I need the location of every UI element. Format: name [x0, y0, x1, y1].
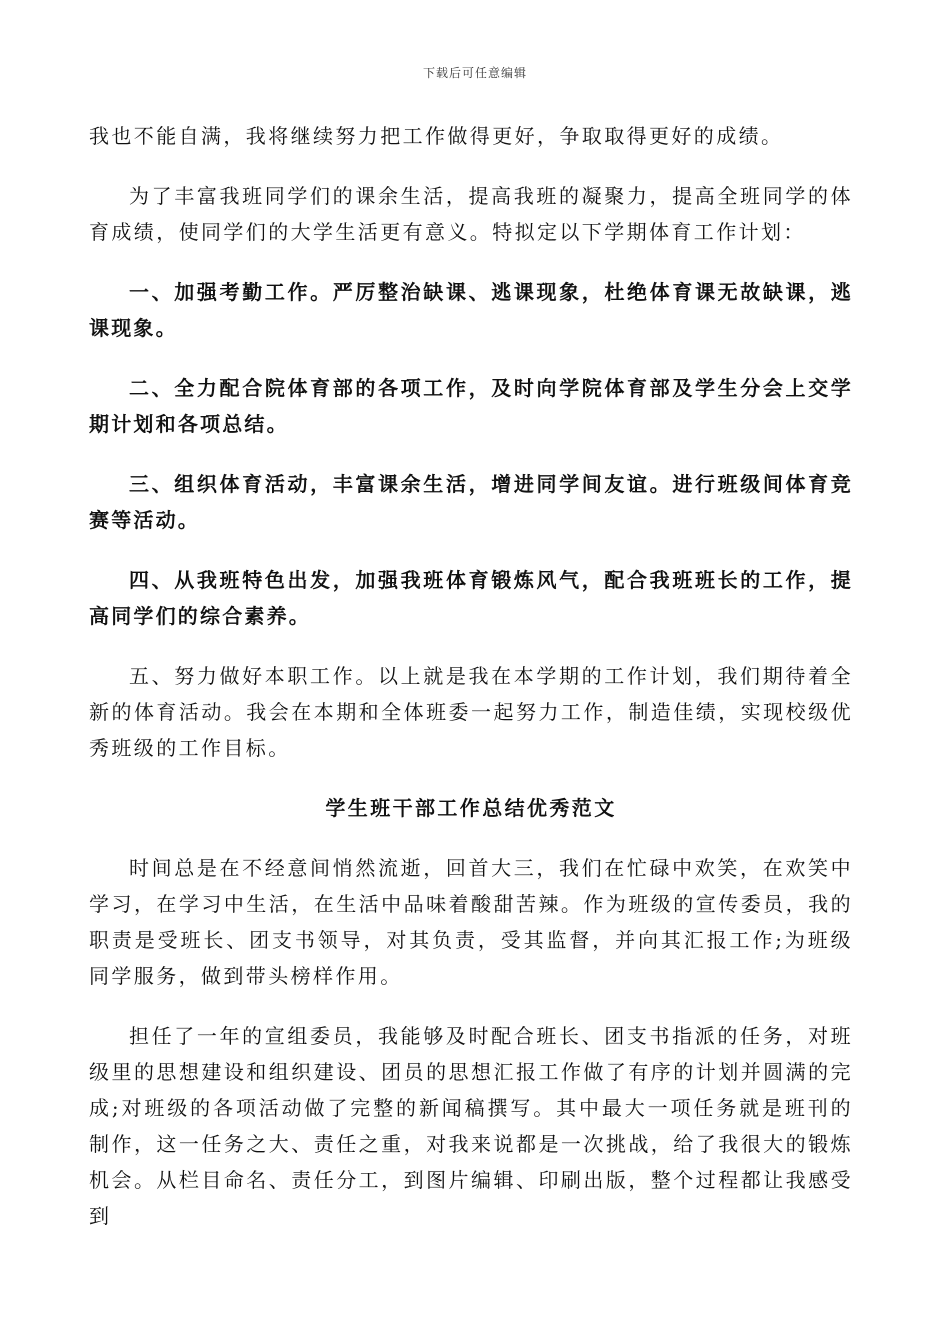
section-title: 学生班干部工作总结优秀范文	[325, 796, 617, 820]
paragraph-intro: 为了丰富我班同学们的课余生活，提高我班的凝聚力，提高全班同学的体育成绩，使同学们的大学生活更有意义。特拟定以下学期体育工作计划：	[89, 184, 853, 244]
paragraph-continuation: 我也不能自满，我将继续努力把工作做得更好，争取取得更好的成绩。	[89, 124, 784, 148]
plan-item-2: 二、全力配合院体育部的各项工作，及时向学院体育部及学生分会上交学期计划和各项总结。	[89, 376, 853, 436]
header-note: 下载后可任意编辑	[422, 66, 527, 80]
document-body	[89, 118, 853, 1258]
section-paragraph-1: 时间总是在不经意间悄然流逝，回首大三，我们在忙碌中欢笑，在欢笑中学习，在学习中生活，在生活中品味着酸甜苦辣。作为班级的宣传委员，我的职责是受班长、团支书领导，对其负责，受其监督，并向其汇报工作;为班级同学服务，做到带头榜样作用。	[89, 856, 853, 988]
plan-item-3: 三、组织体育活动，丰富课余生活，增进同学间友谊。进行班级间体育竞赛等活动。	[89, 472, 853, 532]
plan-item-4: 四、从我班特色出发，加强我班体育锻炼风气，配合我班班长的工作，提高同学们的综合素养。	[89, 568, 853, 628]
plan-item-1: 一、加强考勤工作。严厉整治缺课、逃课现象，杜绝体育课无故缺课，逃课现象。	[89, 280, 853, 340]
section-paragraph-2: 担任了一年的宣组委员，我能够及时配合班长、团支书指派的任务，对班级里的思想建设和组织建设、团员的思想汇报工作做了有序的计划并圆满的完成;对班级的各项活动做了完整的新闻稿撰写。其中最大一项任务就是班刊的制作，这一任务之大、责任之重，对我来说都是一次挑战，给了我很大的锻炼机会。从栏目命名、责任分工，到图片编辑、印刷出版，整个过程都让我感受到	[89, 1024, 853, 1228]
plan-item-5: 五、努力做好本职工作。以上就是我在本学期的工作计划，我们期待着全新的体育活动。我会在本期和全体班委一起努力工作，制造佳绩，实现校级优秀班级的工作目标。	[89, 664, 853, 760]
